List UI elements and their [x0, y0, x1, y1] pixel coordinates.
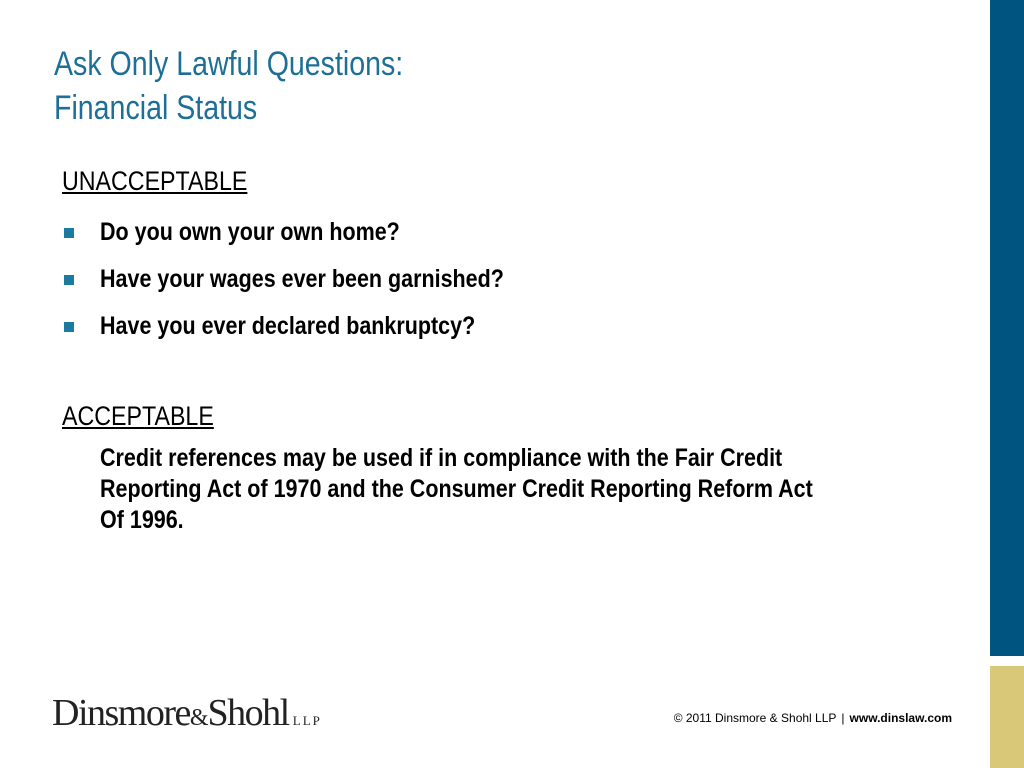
company-logo — [52, 691, 322, 743]
square-bullet-icon — [64, 228, 74, 238]
list-item-text: Do you own your own home? — [100, 218, 400, 246]
paragraph-line: Reporting Act of 1970 and the Consumer Credit Reporting Reform Act — [100, 475, 813, 503]
square-bullet-icon — [64, 275, 74, 285]
list-item-text: Have your wages ever been garnished? — [100, 265, 504, 293]
list-item — [62, 304, 962, 351]
square-bullet-icon — [64, 322, 74, 332]
paragraph-line: Credit references may be used if in compliance with the Fair Credit — [100, 444, 783, 472]
side-accent-bar-blue — [990, 0, 1024, 656]
slide-title-line-2: Financial Status — [54, 89, 258, 127]
paragraph-line: Of 1996. — [100, 506, 184, 534]
slide-title — [54, 42, 810, 130]
slide-title-line-1: Ask Only Lawful Questions: — [54, 45, 404, 83]
logo-name-part-1: Dinsmore — [52, 692, 190, 734]
unacceptable-list — [62, 210, 962, 351]
footer-copyright: © 2011 Dinsmore & Shohl LLP — [673, 711, 837, 725]
logo-ampersand: & — [189, 705, 208, 731]
list-item — [62, 210, 962, 257]
list-item-text: Have you ever declared bankruptcy? — [100, 312, 476, 340]
side-accent-bar-gold — [990, 666, 1024, 768]
acceptable-paragraph — [100, 443, 960, 536]
footer-separator: | — [841, 711, 845, 725]
acceptable-heading: ACCEPTABLE — [62, 401, 214, 431]
slide-body — [62, 164, 962, 536]
footer — [674, 710, 952, 726]
logo-name-part-2: Shohl — [207, 692, 289, 734]
footer-website-link[interactable]: www.dinslaw.com — [849, 711, 952, 725]
unacceptable-heading: UNACCEPTABLE — [62, 166, 248, 196]
logo-suffix: LLP — [292, 713, 322, 728]
list-item — [62, 257, 962, 304]
